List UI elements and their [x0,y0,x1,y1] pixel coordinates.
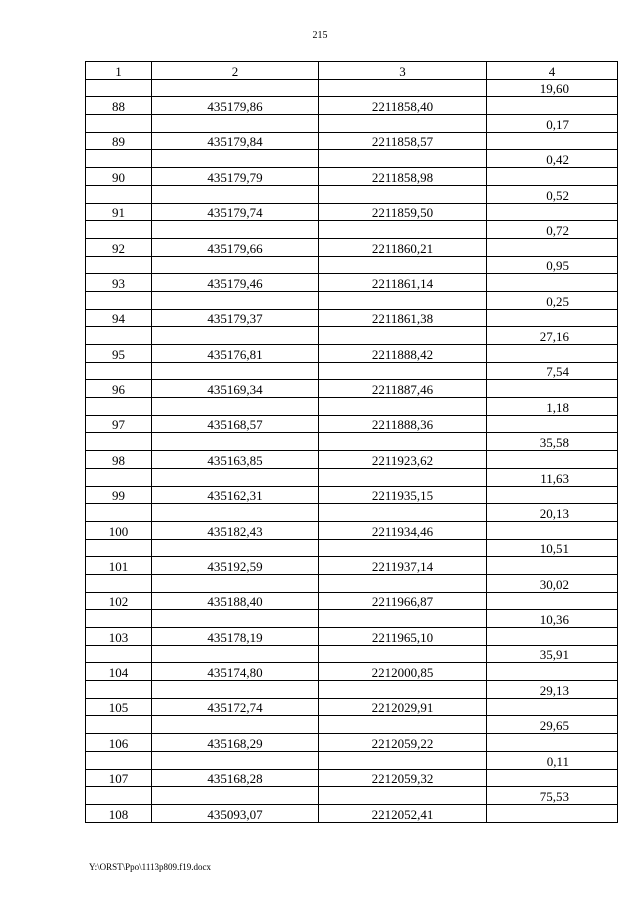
distance-cell [487,309,618,327]
y-coordinate-cell: 2211861,38 [319,309,487,327]
distance-cell [487,168,618,186]
x-coordinate-cell: 435093,07 [152,804,319,822]
point-number-cell [86,185,152,203]
x-coordinate-cell: 435179,74 [152,203,319,221]
x-coordinate-cell: 435179,79 [152,168,319,186]
point-number-cell [86,645,152,663]
y-coordinate-cell [319,716,487,734]
table-row [86,97,618,115]
table-row [86,150,618,168]
point-number-cell [86,787,152,805]
y-coordinate-cell [319,681,487,699]
x-coordinate-cell: 435179,84 [152,132,319,150]
coordinates-table [85,61,618,823]
point-number-cell: 99 [86,486,152,504]
distance-cell: 30,02 [487,574,618,592]
point-number-cell [86,398,152,416]
distance-cell: 0,17 [487,115,618,133]
x-coordinate-cell [152,79,319,97]
table-row [86,592,618,610]
distance-cell [487,97,618,115]
table-row [86,521,618,539]
y-coordinate-cell [319,504,487,522]
distance-cell [487,274,618,292]
x-coordinate-cell [152,221,319,239]
y-coordinate-cell [319,751,487,769]
point-number-cell: 107 [86,769,152,787]
table-row [86,698,618,716]
distance-cell: 0,11 [487,751,618,769]
y-coordinate-cell [319,433,487,451]
y-coordinate-cell: 2211858,98 [319,168,487,186]
distance-cell: 0,42 [487,150,618,168]
x-coordinate-cell: 435163,85 [152,451,319,469]
y-coordinate-cell: 2211934,46 [319,521,487,539]
y-coordinate-cell: 2211887,46 [319,380,487,398]
y-coordinate-cell [319,645,487,663]
point-number-cell [86,150,152,168]
header-col-3: 3 [319,62,487,80]
table-row [86,203,618,221]
x-coordinate-cell [152,256,319,274]
table-row [86,291,618,309]
x-coordinate-cell [152,150,319,168]
point-number-cell: 94 [86,309,152,327]
x-coordinate-cell: 435176,81 [152,345,319,363]
table-row [86,734,618,752]
distance-cell: 35,58 [487,433,618,451]
distance-cell [487,486,618,504]
point-number-cell [86,681,152,699]
distance-cell [487,415,618,433]
x-coordinate-cell: 435162,31 [152,486,319,504]
x-coordinate-cell [152,398,319,416]
distance-cell [487,380,618,398]
x-coordinate-cell [152,610,319,628]
point-number-cell [86,79,152,97]
distance-cell [487,521,618,539]
point-number-cell [86,539,152,557]
table-row [86,574,618,592]
y-coordinate-cell [319,221,487,239]
y-coordinate-cell [319,398,487,416]
distance-cell [487,345,618,363]
table-row [86,415,618,433]
x-coordinate-cell [152,362,319,380]
point-number-cell: 103 [86,628,152,646]
distance-cell [487,132,618,150]
point-number-cell: 108 [86,804,152,822]
table-row [86,380,618,398]
distance-cell: 29,13 [487,681,618,699]
distance-cell [487,663,618,681]
y-coordinate-cell: 2211858,40 [319,97,487,115]
x-coordinate-cell [152,185,319,203]
y-coordinate-cell [319,79,487,97]
x-coordinate-cell [152,681,319,699]
x-coordinate-cell: 435168,28 [152,769,319,787]
distance-cell [487,769,618,787]
y-coordinate-cell [319,291,487,309]
point-number-cell [86,362,152,380]
x-coordinate-cell [152,115,319,133]
table-row [86,79,618,97]
y-coordinate-cell: 2211966,87 [319,592,487,610]
y-coordinate-cell [319,256,487,274]
table-row [86,115,618,133]
table-row [86,327,618,345]
x-coordinate-cell: 435182,43 [152,521,319,539]
table-row [86,451,618,469]
table-body [86,79,618,822]
point-number-cell [86,716,152,734]
distance-cell: 11,63 [487,468,618,486]
point-number-cell [86,504,152,522]
table-row [86,804,618,822]
table-row [86,309,618,327]
header-col-4: 4 [487,62,618,80]
table-row [86,185,618,203]
table-row [86,345,618,363]
point-number-cell: 93 [86,274,152,292]
y-coordinate-cell [319,610,487,628]
table-header [86,62,618,80]
x-coordinate-cell [152,433,319,451]
point-number-cell [86,256,152,274]
table-row [86,468,618,486]
distance-cell [487,698,618,716]
point-number-cell [86,751,152,769]
point-number-cell: 100 [86,521,152,539]
table-row [86,433,618,451]
distance-cell: 0,72 [487,221,618,239]
x-coordinate-cell [152,291,319,309]
point-number-cell: 90 [86,168,152,186]
x-coordinate-cell [152,751,319,769]
distance-cell [487,203,618,221]
point-number-cell: 105 [86,698,152,716]
point-number-cell: 98 [86,451,152,469]
page-number: 215 [312,30,328,41]
y-coordinate-cell: 2211888,36 [319,415,487,433]
y-coordinate-cell: 2211937,14 [319,557,487,575]
y-coordinate-cell [319,468,487,486]
distance-cell: 0,52 [487,185,618,203]
x-coordinate-cell [152,645,319,663]
table-row [86,238,618,256]
table-row [86,681,618,699]
table-row [86,645,618,663]
y-coordinate-cell: 2211965,10 [319,628,487,646]
point-number-cell [86,291,152,309]
point-number-cell [86,468,152,486]
y-coordinate-cell: 2211923,62 [319,451,487,469]
table-row [86,504,618,522]
y-coordinate-cell: 2211859,50 [319,203,487,221]
x-coordinate-cell: 435174,80 [152,663,319,681]
y-coordinate-cell: 2211888,42 [319,345,487,363]
y-coordinate-cell: 2212059,22 [319,734,487,752]
table-row [86,539,618,557]
point-number-cell: 97 [86,415,152,433]
table-row [86,628,618,646]
distance-cell: 27,16 [487,327,618,345]
x-coordinate-cell: 435179,86 [152,97,319,115]
x-coordinate-cell [152,504,319,522]
y-coordinate-cell [319,362,487,380]
distance-cell: 0,25 [487,291,618,309]
distance-cell [487,238,618,256]
x-coordinate-cell: 435168,57 [152,415,319,433]
distance-cell: 20,13 [487,504,618,522]
y-coordinate-cell: 2212052,41 [319,804,487,822]
x-coordinate-cell: 435179,46 [152,274,319,292]
x-coordinate-cell: 435179,66 [152,238,319,256]
y-coordinate-cell [319,787,487,805]
table-row [86,663,618,681]
x-coordinate-cell: 435192,59 [152,557,319,575]
point-number-cell: 101 [86,557,152,575]
distance-cell: 75,53 [487,787,618,805]
point-number-cell: 92 [86,238,152,256]
footer-file-path: Y:\ORST\Ppo\1113p809.f19.docx [89,862,212,872]
x-coordinate-cell: 435179,37 [152,309,319,327]
table-row [86,256,618,274]
table-row [86,557,618,575]
y-coordinate-cell: 2212000,85 [319,663,487,681]
point-number-cell: 95 [86,345,152,363]
y-coordinate-cell [319,185,487,203]
point-number-cell: 89 [86,132,152,150]
header-col-1: 1 [86,62,152,80]
y-coordinate-cell [319,115,487,133]
distance-cell: 19,60 [487,79,618,97]
table-row [86,362,618,380]
x-coordinate-cell: 435169,34 [152,380,319,398]
point-number-cell: 102 [86,592,152,610]
distance-cell: 35,91 [487,645,618,663]
x-coordinate-cell: 435178,19 [152,628,319,646]
distance-cell [487,592,618,610]
point-number-cell [86,115,152,133]
distance-cell: 10,51 [487,539,618,557]
y-coordinate-cell: 2211860,21 [319,238,487,256]
x-coordinate-cell: 435188,40 [152,592,319,610]
point-number-cell: 96 [86,380,152,398]
header-row [86,62,618,80]
table-row [86,610,618,628]
table-row [86,716,618,734]
x-coordinate-cell: 435168,29 [152,734,319,752]
table-row [86,274,618,292]
table-row [86,132,618,150]
distance-cell [487,628,618,646]
table-row [86,168,618,186]
distance-cell: 0,95 [487,256,618,274]
header-col-2: 2 [152,62,319,80]
point-number-cell: 106 [86,734,152,752]
point-number-cell: 104 [86,663,152,681]
table-row [86,769,618,787]
y-coordinate-cell: 2212059,32 [319,769,487,787]
point-number-cell [86,221,152,239]
distance-cell [487,557,618,575]
y-coordinate-cell [319,539,487,557]
distance-cell [487,804,618,822]
point-number-cell [86,433,152,451]
y-coordinate-cell: 2212029,91 [319,698,487,716]
point-number-cell: 88 [86,97,152,115]
x-coordinate-cell [152,539,319,557]
table-row [86,398,618,416]
y-coordinate-cell [319,150,487,168]
y-coordinate-cell [319,327,487,345]
point-number-cell: 91 [86,203,152,221]
distance-cell: 1,18 [487,398,618,416]
distance-cell [487,451,618,469]
x-coordinate-cell: 435172,74 [152,698,319,716]
y-coordinate-cell: 2211935,15 [319,486,487,504]
x-coordinate-cell [152,787,319,805]
point-number-cell [86,574,152,592]
y-coordinate-cell [319,574,487,592]
table-row [86,787,618,805]
table-row [86,221,618,239]
table-row [86,751,618,769]
distance-cell: 10,36 [487,610,618,628]
distance-cell: 7,54 [487,362,618,380]
x-coordinate-cell [152,574,319,592]
x-coordinate-cell [152,716,319,734]
x-coordinate-cell [152,468,319,486]
x-coordinate-cell [152,327,319,345]
y-coordinate-cell: 2211858,57 [319,132,487,150]
point-number-cell [86,327,152,345]
point-number-cell [86,610,152,628]
distance-cell: 29,65 [487,716,618,734]
distance-cell [487,734,618,752]
table-row [86,486,618,504]
y-coordinate-cell: 2211861,14 [319,274,487,292]
